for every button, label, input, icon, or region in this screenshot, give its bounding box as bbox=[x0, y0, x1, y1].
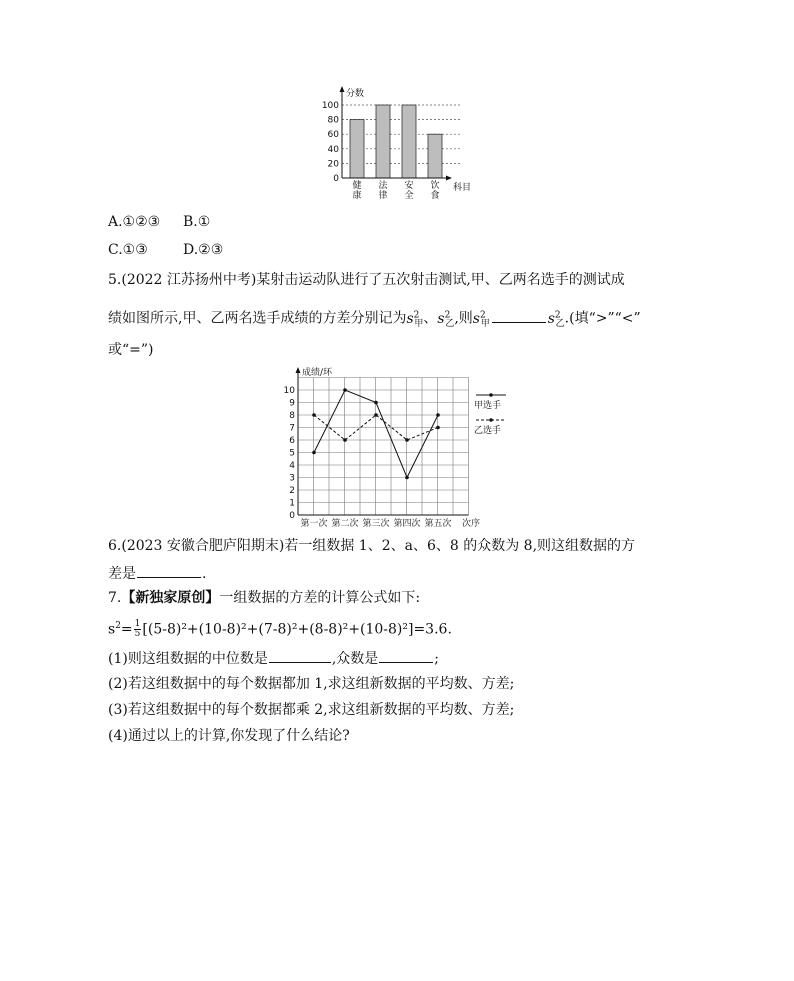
bar-y-tick-80: 80 bbox=[327, 115, 339, 126]
line-y-tick-10: 10 bbox=[283, 386, 295, 396]
bar-chart-xlabel: 科目 bbox=[453, 183, 472, 193]
line-y-tick-2: 2 bbox=[289, 486, 295, 496]
bar-chart bbox=[320, 84, 490, 204]
bar-chart-ylabel: 分数 bbox=[346, 89, 365, 99]
line-y-tick-9: 9 bbox=[289, 398, 295, 409]
bar-y-tick-40: 40 bbox=[327, 144, 339, 155]
bar-category-0-1: 康 bbox=[352, 191, 362, 201]
line-chart-ylabel: 成绩/环 bbox=[302, 368, 333, 378]
q7-part-1: (1)则这组数据的中位数是 ,众数是 ; bbox=[108, 648, 439, 669]
bar-y-tick-60: 60 bbox=[327, 130, 339, 141]
bar-0 bbox=[350, 120, 364, 178]
bar-chart-categories bbox=[352, 179, 439, 201]
bar-chart-y-ticks bbox=[322, 101, 339, 184]
q5-answer-blank[interactable] bbox=[492, 308, 546, 323]
series-1-point-2 bbox=[374, 413, 378, 417]
q7-part-2: (2)若这组数据中的每个数据都加 1,求这组新数据的平均数、方差; bbox=[108, 676, 515, 692]
line-category-4: 第五次 bbox=[424, 519, 452, 529]
option-d[interactable]: D.②③ bbox=[183, 242, 224, 258]
line-y-tick-1: 1 bbox=[289, 498, 295, 509]
bar-chart-bars bbox=[350, 105, 442, 178]
s-jia: $s^2_甲$ bbox=[406, 310, 424, 330]
bar-y-tick-20: 20 bbox=[327, 159, 339, 170]
q7-formula: $s^2=$ $\frac{1}{5}$ [(5-8)²+(10-8)²+(7-8)²+(8-8)²+(10-8)²]=3.6. bbox=[108, 619, 452, 640]
line-y-tick-5: 5 bbox=[289, 448, 295, 459]
q6-answer-blank[interactable] bbox=[137, 563, 201, 578]
s-yi: $s^2_乙$ bbox=[437, 310, 455, 330]
line-chart-categories bbox=[300, 517, 451, 529]
line-chart-y-ticks bbox=[284, 386, 296, 521]
option-a[interactable]: A.①②③ bbox=[108, 214, 161, 230]
q7-mode-blank[interactable] bbox=[379, 648, 433, 663]
bar-category-3-0: 饮 bbox=[430, 181, 440, 191]
line-y-tick-0: 0 bbox=[289, 511, 295, 521]
line-y-tick-6: 6 bbox=[289, 436, 295, 446]
series-0-point-2 bbox=[374, 401, 378, 405]
q7-tag: 【新独家原创】 bbox=[121, 590, 220, 606]
series-0-point-4 bbox=[436, 413, 440, 417]
bar-2 bbox=[402, 105, 416, 178]
series-0-point-1 bbox=[343, 388, 347, 392]
q5-line-3: 或“=”) bbox=[108, 342, 154, 358]
q6-line-2: 差是 . bbox=[108, 563, 206, 584]
bar-chart-y-arrow bbox=[340, 86, 345, 92]
s-yi-2: $s^2_乙$ bbox=[547, 310, 565, 330]
bar-y-tick-0: 0 bbox=[333, 174, 339, 184]
q4-options-row-1 bbox=[108, 212, 210, 232]
legend-label-1: 乙选手 bbox=[474, 426, 502, 436]
q4-options-row-2 bbox=[108, 240, 223, 260]
bar-1 bbox=[376, 105, 390, 178]
series-1-point-4 bbox=[436, 426, 440, 430]
line-chart-xlabel: 次序 bbox=[462, 519, 481, 529]
line-category-0: 第一次 bbox=[300, 519, 328, 529]
line-chart bbox=[282, 364, 522, 532]
bar-category-2-0: 安 bbox=[404, 181, 414, 191]
q5-line-2: 绩如图所示,甲、乙两名选手成绩的方差分别记为$s^2_甲$、$s^2_乙$,则$s^2_甲$ $s^2_乙$.(填“>”“<” bbox=[108, 305, 641, 334]
series-1-point-0 bbox=[312, 413, 316, 417]
q7-median-blank[interactable] bbox=[269, 648, 331, 663]
formula-fraction: $\frac{1}{5}$ bbox=[134, 619, 141, 640]
q7-part-4: (4)通过以上的计算,你发现了什么结论? bbox=[108, 728, 350, 744]
legend-point-1 bbox=[489, 418, 493, 422]
option-c[interactable]: C.①③ bbox=[108, 242, 148, 258]
series-1-point-3 bbox=[405, 438, 409, 442]
bar-chart-x-arrow bbox=[446, 176, 452, 181]
bar-category-2-1: 全 bbox=[404, 191, 414, 201]
line-chart-grid bbox=[298, 370, 469, 515]
line-category-2: 第三次 bbox=[362, 519, 390, 529]
line-chart-legend bbox=[474, 393, 506, 436]
q6-line-1: 6.(2023 安徽合肥庐阳期末)若一组数据 1、2、a、6、8 的众数为 8,则这组数据的方 bbox=[108, 538, 636, 554]
bar-category-1-0: 法 bbox=[378, 181, 388, 191]
bar-category-1-1: 律 bbox=[378, 191, 388, 201]
q7-part-3: (3)若这组数据中的每个数据都乘 2,求这组新数据的平均数、方差; bbox=[108, 702, 515, 718]
line-y-tick-7: 7 bbox=[289, 423, 295, 434]
series-1-point-1 bbox=[343, 438, 347, 442]
q5-line-1: 5.(2022 江苏扬州中考)某射击运动队进行了五次射击测试,甲、乙两名选手的测试成 bbox=[108, 272, 625, 288]
series-0-point-0 bbox=[312, 451, 316, 455]
line-y-tick-3: 3 bbox=[289, 473, 295, 484]
line-category-1: 第二次 bbox=[331, 519, 359, 529]
line-y-tick-8: 8 bbox=[289, 411, 295, 421]
line-category-3: 第四次 bbox=[393, 519, 421, 529]
bar-category-3-1: 食 bbox=[430, 191, 440, 201]
bar-y-tick-100: 100 bbox=[321, 101, 339, 111]
bar-category-0-0: 健 bbox=[352, 181, 362, 191]
line-chart-y-arrow bbox=[296, 367, 301, 373]
legend-point-0 bbox=[489, 393, 493, 397]
option-b[interactable]: B.① bbox=[183, 214, 211, 230]
legend-label-0: 甲选手 bbox=[474, 401, 502, 411]
s-jia-2: $s^2_甲$ bbox=[472, 310, 490, 330]
bar-3 bbox=[428, 134, 442, 178]
line-y-tick-4: 4 bbox=[289, 461, 295, 471]
series-0-point-3 bbox=[405, 476, 409, 480]
q7-title: 7.【新独家原创】一组数据的方差的计算公式如下: bbox=[108, 590, 421, 606]
line-chart-series bbox=[312, 388, 440, 479]
